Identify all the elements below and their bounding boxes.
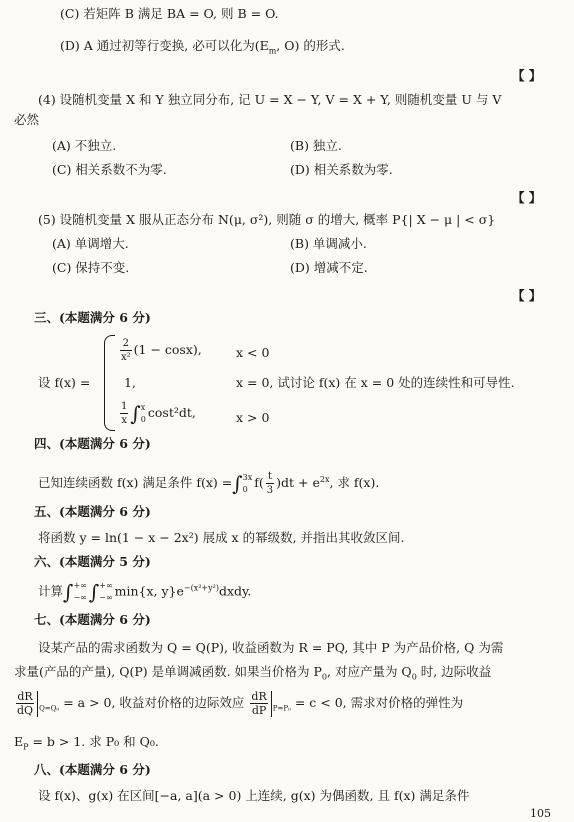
q4-option-a: (A) 不独立. xyxy=(52,138,117,153)
s4-statement: 已知连续函数 f(x) 满足条件 f(x) =∫3x 0 f( $\frac{t}{3}$ )$dt + e^{2x}$, 求 f(x). xyxy=(38,471,380,496)
q4-answer-bracket: 【 】 xyxy=(512,190,542,205)
q3-answer-bracket: 【 】 xyxy=(512,68,542,83)
s7-line-4: $E_P = b > 1$. 求 P₀ 和 Q₀. xyxy=(14,734,159,752)
q5-stem: (5) 设随机变量 X 服从正态分布 N(μ, σ²), 则随 σ 的增大, 概率 P{| X − μ | < σ} xyxy=(38,212,496,227)
q5-option-a: (A) 单调增大. xyxy=(52,236,129,251)
s3-case-2-condition: x = 0, 试讨论 f(x) 在 x = 0 处的连续性和可导性. xyxy=(236,375,515,390)
page-number: 105 xyxy=(530,807,551,820)
section-5-title: 五、(本题满分 6 分) xyxy=(34,504,151,519)
s6-statement: 计算∫+∞ −∞ ∫+∞ −∞ min{x, $y\}e^{-(x^2+y^2)}dxdy$. xyxy=(38,580,252,604)
s7-line-3: $\frac{dR}{dQ}$ $_{Q=Q_0}$ = a > 0, 收益对价格的边际效应 $\frac{dR}{dP}$ $_{P=P_0}$ = c < 0, 需求对价格的弹性为 xyxy=(17,690,464,717)
section-8-title: 八、(本题满分 6 分) xyxy=(34,762,151,777)
s3-case-1-condition: x < 0 xyxy=(236,345,270,360)
q4-stem-cont: 必然 xyxy=(14,112,40,127)
section-7-title: 七、(本题满分 6 分) xyxy=(34,612,151,627)
q3-option-c: (C) 若矩阵 B 满足 BA = O, 则 B = O. xyxy=(60,6,279,21)
q4-option-c: (C) 相关系数不为零. xyxy=(52,162,167,177)
q3-option-d: (D) A 通过初等行变换, 必可以化为($E_m$, O) 的形式. xyxy=(60,38,345,56)
q5-option-c: (C) 保持不变. xyxy=(52,260,130,275)
q5-option-b: (B) 单调减小. xyxy=(290,236,367,251)
s5-statement: 将函数 y = ln(1 − x − 2x²) 展成 x 的幂级数, 并指出其收敛区间. xyxy=(38,530,405,545)
s3-case-2: 1, xyxy=(124,375,136,390)
q4-option-d: (D) 相关系数为零. xyxy=(290,162,393,177)
s7-line-1: 设某产品的需求函数为 Q = Q(P), 收益函数为 R = PQ, 其中 P 为产品价格, Q 为需 xyxy=(38,640,504,655)
s3-case-3: $\frac{1}{x}$ ∫x 0 cost²dt, xyxy=(121,401,196,426)
s3-function-prefix: 设 f(x) = xyxy=(38,375,91,390)
q5-answer-bracket: 【 】 xyxy=(512,288,542,303)
s7-line-2: 求量(产品的产量), Q(P) 是单调减函数. 如果当价格为 $P_0$, 对应产量为 $Q_0$ 时, 边际收益 xyxy=(14,664,492,682)
s3-case-3-condition: x > 0 xyxy=(236,410,270,425)
q4-option-b: (B) 独立. xyxy=(290,138,342,153)
s3-piecewise-brace xyxy=(104,335,115,431)
q5-option-d: (D) 增减不定. xyxy=(290,260,368,275)
s8-statement: 设 f(x)、g(x) 在区间[−a, a](a > 0) 上连续, g(x) 为偶函数, 且 f(x) 满足条件 xyxy=(38,788,470,803)
q4-stem: (4) 设随机变量 X 和 Y 独立同分布, 记 U = X − Y, V = X + Y, 则随机变量 U 与 V xyxy=(38,92,502,107)
s3-case-1: $\frac{2}{\text{x²}}$ (1 − cosx), xyxy=(121,338,202,363)
section-3-title: 三、(本题满分 6 分) xyxy=(34,310,151,325)
section-4-title: 四、(本题满分 6 分) xyxy=(34,436,151,451)
section-6-title: 六、(本题满分 5 分) xyxy=(34,554,151,569)
